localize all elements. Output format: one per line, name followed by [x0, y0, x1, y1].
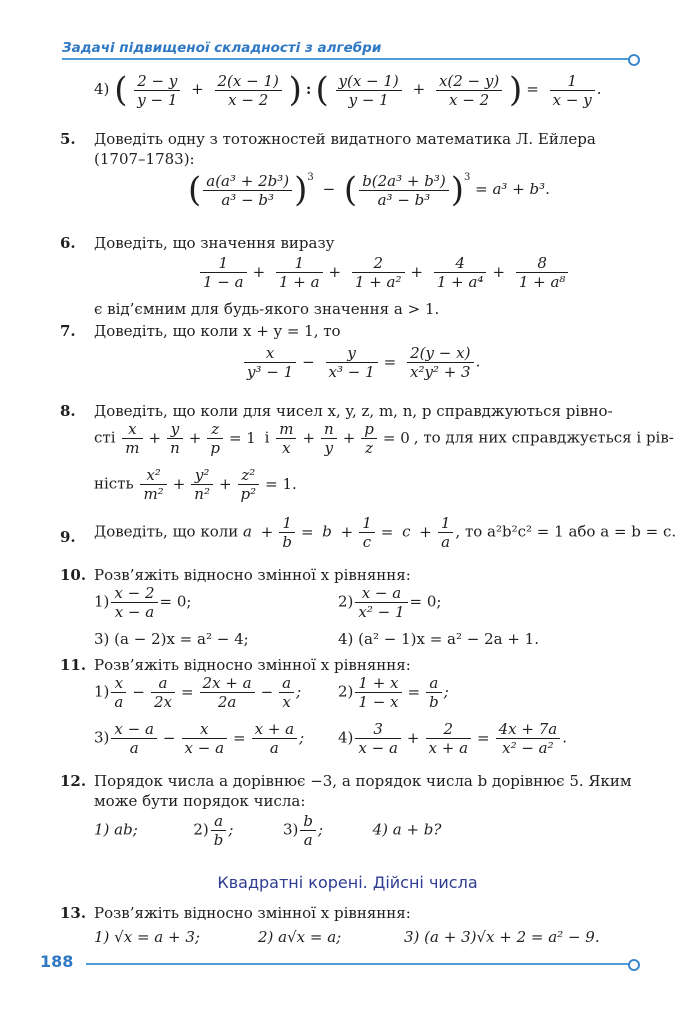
problem-11-item-1: 1) $\frac{x}{a}$ − $\frac{a}{2x}$ = $\frac{2x + a}{2a}$ − $\frac{a}{x}$ ;: [94, 674, 302, 711]
problem-10-item-3: 3) (a − 2)x = a² − 4;: [94, 630, 249, 648]
problem-10-number: 10.: [60, 566, 87, 584]
problem-5-text: Доведіть одну з тотожностей видатного математика Л. Ейлера: [94, 130, 596, 148]
problem-7-text: Доведіть, що коли x + y = 1, то: [94, 322, 341, 340]
problem-13-item-1: 1) √x = a + 3;: [94, 928, 200, 946]
problem-13-number: 13.: [60, 904, 87, 922]
footer-rule: [86, 963, 632, 965]
running-header: Задачі підвищеної складності з алгебри: [62, 40, 382, 56]
problem-6-text-2: є від’ємним для будь-якого значення a > 1.: [94, 300, 440, 318]
problem-8-line-2: сті $\frac{x}{m}$ + $\frac{y}{n}$ + $\frac{z}{p}$ = 1 і $\frac{m}{x}$ + $\frac{n}{y}$ + $\frac{p}{z}$ = 0 , то для них справджується і рів-: [94, 420, 674, 457]
problem-6-number: 6.: [60, 234, 76, 252]
problem-5-number: 5.: [60, 130, 76, 148]
problem-9-number: 9.: [60, 528, 76, 546]
problem-8-line-3: ність $\frac{\text{x²}}{\text{m²}}$ + $\frac{\text{y²}}{\text{n²}}$ + $\frac{\text{z²}}{\text{p²}}$ = 1.: [94, 466, 297, 503]
problem-7-number: 7.: [60, 322, 76, 340]
problem-11-text: Розв’яжіть відносно змінної x рівняння:: [94, 656, 411, 674]
problem-11-number: 11.: [60, 656, 87, 674]
problem-5-text-2: (1707–1783):: [94, 150, 195, 168]
problem-11-item-2: 2) $\frac{1 + x}{1 - x}$ = $\frac{a}{b}$ ;: [338, 674, 449, 711]
problem-13-item-2: 2) a√x = a;: [258, 928, 342, 946]
footer-rule-dot: [628, 959, 640, 971]
problem-8-text: Доведіть, що коли для чисел x, y, z, m, n, p справджуються рівно-: [94, 402, 613, 420]
problem-6-formula: $\frac{1}{1 - a}$ + $\frac{1}{1 + a}$ + $\frac{2}{\text{1 + a²}}$ + $\frac{4}{\text{1 + a⁴}}$ + $\frac{8}{\text{1 + a⁸}}$: [198, 254, 570, 291]
problem-8-number: 8.: [60, 402, 76, 420]
problem-10-text: Розв’яжіть відносно змінної x рівняння:: [94, 566, 411, 584]
problem-10-item-1: 1) $\frac{x - 2}{x - a}$ = 0;: [94, 584, 192, 621]
problem-13-text: Розв’яжіть відносно змінної x рівняння:: [94, 904, 411, 922]
header-rule-dot: [628, 54, 640, 66]
section-title: Квадратні корені. Дійсні числа: [217, 873, 478, 892]
problem-11-item-4: 4) $\frac{3}{x - a}$ + $\frac{2}{x + a}$ = $\frac{4x + 7a}{\text{x² − a²}}$ .: [338, 720, 567, 757]
problem-13-item-3: 3) (a + 3)√x + 2 = a² − 9.: [404, 928, 600, 946]
problem-12-text-2: може бути порядок числа:: [94, 792, 306, 810]
problem-12-text: Порядок числа a дорівнює −3, а порядок числа b дорівнює 5. Яким: [94, 772, 632, 790]
problem-4-line: 4) ( $\frac{2 - y}{y - 1}$ + $\frac{2(x - 1)}{x - 2}$ ) : ( $\frac{y(x - 1)}{y - 1}$ + $\frac{x(2 - y)}{x - 2}$ ) = $\frac{1}{x - y}$ .: [94, 70, 602, 110]
problem-11-item-3: 3) $\frac{x - a}{a}$ − $\frac{x}{x - a}$ = $\frac{x + a}{a}$ ;: [94, 720, 305, 757]
header-rule: [62, 58, 632, 60]
problem-9-line: Доведіть, що коли a + $\frac{1}{b}$ = b + $\frac{1}{c}$ = c + $\frac{1}{a}$ , то a²b²c² = 1 або a = b = c.: [94, 514, 677, 551]
problem-5-formula: ( $\frac{\text{a(a³ + 2b³)}}{\text{a³ − b³}}$ )$^3$ − ( $\frac{\text{b(2a³ + b³)}}{\text{a³ − b³}}$ )$^3$ = a³ + b³.: [188, 170, 550, 210]
problem-7-formula: $\frac{x}{\text{y³ − 1}}$ − $\frac{y}{\text{x³ − 1}}$ = $\frac{2(y - x)}{\text{x²y² + 3}}$ .: [242, 344, 480, 381]
problem-10-item-2: 2) $\frac{x - a}{\text{x² − 1}}$ = 0;: [338, 584, 442, 621]
problem-12-number: 12.: [60, 772, 87, 790]
problem-10-item-4: 4) (a² − 1)x = a² − 2a + 1.: [338, 630, 539, 648]
problem-12-items: 1) ab; 2) $\frac{a}{b}$ ; 3) $\frac{b}{a}$ ; 4) a + b?: [94, 812, 442, 849]
page-number: 188: [40, 952, 74, 971]
problem-6-text: Доведіть, що значення виразу: [94, 234, 335, 252]
